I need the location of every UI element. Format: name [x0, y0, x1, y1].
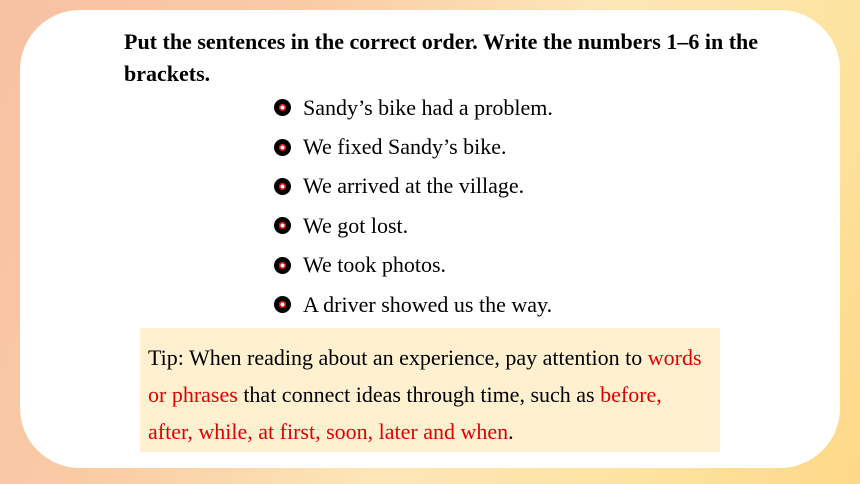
sentence-text: We took photos. — [303, 252, 447, 278]
bullet-icon — [274, 139, 291, 156]
sentence-text: We got lost. — [303, 212, 409, 238]
bullet-icon — [274, 257, 291, 274]
sentence-text: We fixed Sandy’s bike. — [303, 134, 507, 160]
sentence-text: A driver showed us the way. — [303, 291, 553, 317]
list-item — [274, 88, 553, 127]
bullet-icon — [274, 99, 291, 116]
tip-end-text: . — [508, 419, 514, 444]
sentence-text: Sandy’s bike had a problem. — [303, 94, 553, 120]
bullet-icon — [274, 178, 291, 195]
tip-middle-text: that connect ideas through time, such as — [237, 382, 601, 407]
tip-highlight-phrases: words or phrases — [148, 345, 702, 407]
tip-highlight-time-words: before, after, while, at first, soon, later and when — [148, 382, 662, 444]
list-item — [274, 127, 553, 166]
list-item — [274, 285, 553, 324]
instruction-text: Put the sentences in the correct order. Write the numbers 1–6 in the brackets. — [124, 29, 759, 86]
tip-intro-text: Tip: When reading about an experience, pay attention to — [148, 345, 648, 370]
sentence-text: We arrived at the village. — [303, 173, 525, 199]
tip-box — [140, 328, 720, 452]
list-item — [274, 167, 553, 206]
bullet-icon — [274, 296, 291, 313]
list-item — [274, 246, 553, 285]
bullet-icon — [274, 217, 291, 234]
sentence-list — [274, 88, 553, 324]
list-item — [274, 206, 553, 245]
